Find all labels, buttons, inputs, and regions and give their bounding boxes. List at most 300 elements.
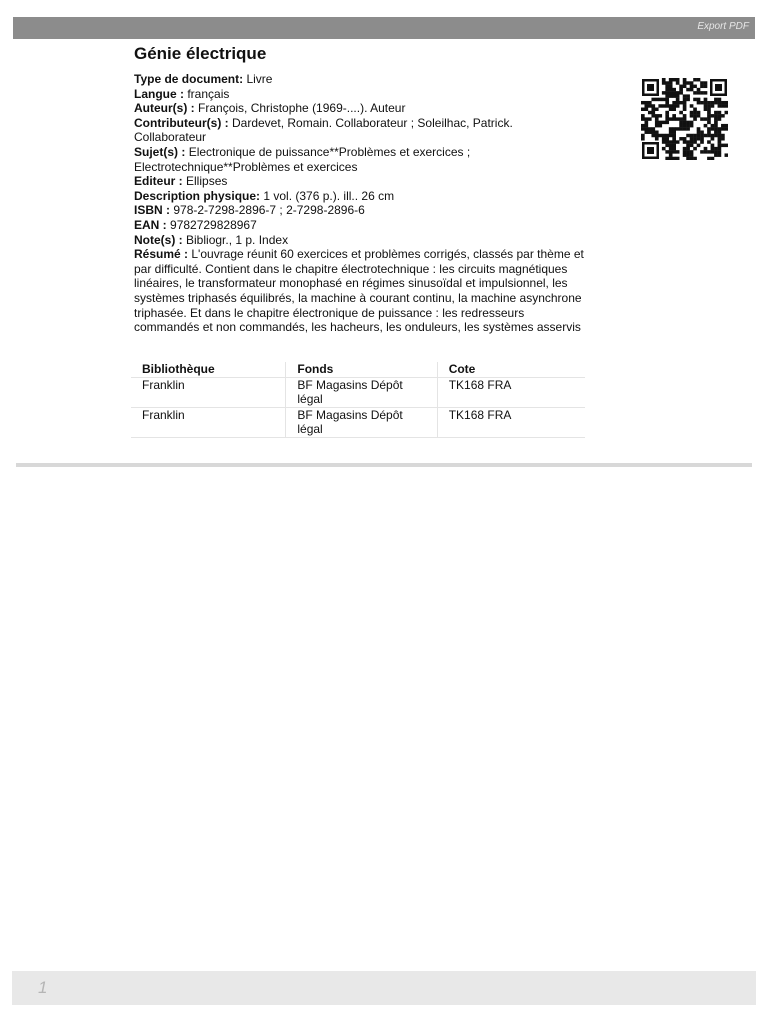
qr-module xyxy=(641,114,645,117)
qr-module xyxy=(665,98,669,101)
qr-module xyxy=(665,144,669,147)
qr-module xyxy=(690,111,694,114)
header-bibliotheque: Bibliothèque xyxy=(142,362,215,376)
qr-module xyxy=(714,134,718,137)
qr-module xyxy=(665,150,669,153)
qr-module xyxy=(676,98,680,101)
qr-module xyxy=(683,124,687,127)
qr-module xyxy=(718,111,722,114)
qr-module xyxy=(665,104,669,107)
qr-module xyxy=(700,137,704,140)
page-number: 1 xyxy=(38,978,48,997)
qr-module xyxy=(655,130,659,133)
qr-module xyxy=(676,150,680,153)
field-langue: Langue : français xyxy=(134,86,230,101)
qr-module xyxy=(648,117,652,120)
qr-module xyxy=(658,134,662,137)
qr-module xyxy=(697,127,701,130)
qr-module xyxy=(672,130,676,133)
cell-fonds: BF Magasins Dépôt légal xyxy=(286,407,437,437)
qr-module xyxy=(676,94,680,97)
qr-module xyxy=(704,98,708,101)
qr-module xyxy=(707,157,711,160)
qr-module xyxy=(644,117,648,120)
qr-module xyxy=(721,144,725,147)
qr-module xyxy=(707,111,711,114)
qr-module xyxy=(718,153,722,156)
field-ean: EAN : 9782729828967 xyxy=(134,217,257,232)
qr-module xyxy=(693,98,697,101)
qr-module xyxy=(672,101,676,104)
qr-module xyxy=(690,157,694,160)
qr-module xyxy=(669,140,673,143)
qr-module xyxy=(658,104,662,107)
qr-module xyxy=(676,101,680,104)
qr-module xyxy=(648,127,652,130)
page-footer xyxy=(12,971,756,1005)
qr-module xyxy=(644,124,648,127)
qr-module xyxy=(718,137,722,140)
qr-module xyxy=(662,98,666,101)
qr-module xyxy=(725,111,728,114)
qr-module xyxy=(655,98,659,101)
qr-module xyxy=(714,153,718,156)
qr-module xyxy=(662,137,666,140)
qr-module xyxy=(669,153,673,156)
qr-module xyxy=(662,104,666,107)
qr-module xyxy=(665,91,669,94)
qr-module xyxy=(676,140,680,143)
qr-module xyxy=(718,130,722,133)
qr-module xyxy=(662,81,666,84)
qr-module xyxy=(690,121,694,124)
qr-module xyxy=(686,98,690,101)
qr-module xyxy=(693,140,697,143)
qr-module xyxy=(686,144,690,147)
qr-module xyxy=(669,147,673,150)
qr-module xyxy=(665,121,669,124)
qr-module xyxy=(655,114,659,117)
qr-module xyxy=(683,98,687,101)
qr-module xyxy=(690,81,694,84)
cell-bibliotheque: Franklin xyxy=(142,407,185,422)
qr-module xyxy=(721,101,725,104)
qr-module xyxy=(711,157,715,160)
qr-module xyxy=(718,134,722,137)
qr-module xyxy=(641,134,645,137)
qr-module xyxy=(676,91,680,94)
qr-module xyxy=(714,101,718,104)
qr-module xyxy=(690,104,694,107)
qr-module xyxy=(693,137,697,140)
qr-module xyxy=(665,101,669,104)
qr-module xyxy=(662,140,666,143)
qr-module xyxy=(683,114,687,117)
qr-module xyxy=(662,121,666,124)
qr-module xyxy=(693,91,697,94)
qr-module xyxy=(683,140,687,143)
qr-module xyxy=(665,134,669,137)
qr-module xyxy=(658,98,662,101)
qr-module xyxy=(711,150,715,153)
qr-module xyxy=(669,88,673,91)
qr-module xyxy=(665,88,669,91)
qr-module xyxy=(690,150,694,153)
cell-cote: TK168 FRA xyxy=(437,407,585,437)
qr-module xyxy=(683,94,687,97)
qr-module xyxy=(679,117,683,120)
qr-module xyxy=(658,114,662,117)
qr-module xyxy=(641,124,645,127)
qr-module xyxy=(693,147,697,150)
qr-module xyxy=(662,147,666,150)
qr-module xyxy=(651,108,655,111)
export-pdf-label: Export PDF xyxy=(697,21,749,32)
qr-module xyxy=(690,124,694,127)
qr-module xyxy=(672,137,676,140)
qr-module xyxy=(700,130,704,133)
qr-module xyxy=(651,134,655,137)
qr-module xyxy=(683,127,687,130)
qr-module xyxy=(686,88,690,91)
qr-module xyxy=(697,130,701,133)
qr-module xyxy=(665,81,669,84)
qr-module xyxy=(690,140,694,143)
qr-module xyxy=(655,121,659,124)
qr-module xyxy=(665,117,669,120)
qr-module xyxy=(665,140,669,143)
qr-module xyxy=(651,114,655,117)
qr-module xyxy=(655,124,659,127)
qr-module xyxy=(672,114,676,117)
qr-module xyxy=(693,111,697,114)
qr-module xyxy=(669,134,673,137)
qr-module xyxy=(669,108,673,111)
qr-module xyxy=(669,104,673,107)
qr-module xyxy=(669,130,673,133)
qr-module xyxy=(672,144,676,147)
qr-module xyxy=(651,104,655,107)
qr-module xyxy=(686,147,690,150)
qr-module xyxy=(721,104,725,107)
qr-module xyxy=(704,81,708,84)
qr-module xyxy=(700,91,704,94)
qr-module xyxy=(721,124,725,127)
qr-module xyxy=(686,81,690,84)
table-row xyxy=(131,407,585,437)
cell-fonds: BF Magasins Dépôt légal xyxy=(286,377,437,407)
record-fields xyxy=(134,72,584,335)
qr-module xyxy=(690,153,694,156)
qr-module xyxy=(662,78,666,81)
qr-module xyxy=(700,140,704,143)
qr-module xyxy=(725,127,728,130)
qr-module xyxy=(693,108,697,111)
qr-module xyxy=(683,81,687,84)
qr-module xyxy=(725,104,728,107)
qr-module xyxy=(672,88,676,91)
qr-module xyxy=(655,137,659,140)
qr-module xyxy=(707,130,711,133)
qr-module xyxy=(690,85,694,88)
holdings-table xyxy=(131,362,585,438)
field-description: Description physique: 1 vol. (376 p.). ill.. 26 cm xyxy=(134,188,395,203)
qr-module xyxy=(697,101,701,104)
qr-module xyxy=(644,127,648,130)
qr-module xyxy=(693,78,697,81)
qr-module xyxy=(676,157,680,160)
qr-module xyxy=(683,85,687,88)
qr-module xyxy=(714,111,718,114)
qr-module xyxy=(672,78,676,81)
qr-module xyxy=(679,101,683,104)
qr-module xyxy=(690,144,694,147)
qr-module xyxy=(714,117,718,120)
qr-module xyxy=(686,124,690,127)
qr-module xyxy=(679,85,683,88)
qr-module xyxy=(718,98,722,101)
qr-module xyxy=(655,134,659,137)
qr-module xyxy=(700,81,704,84)
qr-module xyxy=(707,140,711,143)
qr-module xyxy=(658,121,662,124)
qr-module xyxy=(700,85,704,88)
qr-module xyxy=(683,104,687,107)
qr-module xyxy=(718,127,722,130)
qr-module xyxy=(718,147,722,150)
qr-module xyxy=(704,91,708,94)
qr-module xyxy=(651,98,655,101)
qr-module xyxy=(683,137,687,140)
qr-module xyxy=(672,108,676,111)
qr-module xyxy=(672,157,676,160)
qr-module xyxy=(648,111,652,114)
qr-module xyxy=(679,111,683,114)
table-row xyxy=(131,377,585,407)
qr-module xyxy=(707,108,711,111)
qr-module xyxy=(672,150,676,153)
qr-module xyxy=(683,153,687,156)
header-fonds: Fonds xyxy=(286,362,437,377)
qr-module xyxy=(711,147,715,150)
field-contributeur: Contributeur(s) : Dardevet, Romain. Collaborateur ; Soleilhac, Patrick. Collaborateur xyxy=(134,115,513,145)
qr-module xyxy=(725,101,728,104)
qr-module xyxy=(686,94,690,97)
qr-module xyxy=(651,130,655,133)
qr-module xyxy=(669,91,673,94)
qr-module xyxy=(651,127,655,130)
qr-module xyxy=(683,101,687,104)
qr-module xyxy=(697,134,701,137)
qr-module xyxy=(704,85,708,88)
qr-module xyxy=(641,117,645,120)
qr-module xyxy=(718,144,722,147)
qr-module xyxy=(704,147,708,150)
qr-module xyxy=(707,150,711,153)
qr-module xyxy=(655,117,659,120)
cell-cote: TK168 FRA xyxy=(437,377,585,407)
qr-module xyxy=(718,114,722,117)
qr-module xyxy=(679,88,683,91)
qr-module xyxy=(711,134,715,137)
qr-module xyxy=(690,134,694,137)
qr-module xyxy=(700,101,704,104)
qr-module xyxy=(686,127,690,130)
qr-module xyxy=(669,144,673,147)
holdings-header-row xyxy=(131,362,585,377)
qr-module xyxy=(672,140,676,143)
qr-module xyxy=(648,104,652,107)
cell-bibliotheque: Franklin xyxy=(142,377,185,392)
qr-module xyxy=(718,140,722,143)
qr-module xyxy=(704,150,708,153)
qr-module xyxy=(641,101,645,104)
qr-module xyxy=(711,124,715,127)
qr-module xyxy=(718,101,722,104)
qr-module xyxy=(665,111,669,114)
qr-module xyxy=(672,104,676,107)
qr-module xyxy=(665,137,669,140)
qr-module xyxy=(686,157,690,160)
qr-module xyxy=(683,150,687,153)
qr-module xyxy=(714,121,718,124)
qr-module xyxy=(711,137,715,140)
qr-module xyxy=(683,108,687,111)
qr-module xyxy=(641,137,645,140)
qr-module xyxy=(714,98,718,101)
qr-module xyxy=(704,101,708,104)
field-editeur: Editeur : Ellipses xyxy=(134,174,228,189)
qr-module xyxy=(676,78,680,81)
qr-module xyxy=(686,121,690,124)
field-type: Type de document: Livre xyxy=(134,72,273,86)
qr-module xyxy=(669,78,673,81)
qr-module xyxy=(672,127,676,130)
qr-module xyxy=(721,127,725,130)
record-content xyxy=(134,44,584,335)
qr-module xyxy=(714,114,718,117)
field-sujet: Sujet(s) : Electronique de puissance**Problèmes et exercices ; Electrotechnique**Problèmes et exercices xyxy=(134,144,471,174)
qr-module xyxy=(718,104,722,107)
qr-module xyxy=(669,94,673,97)
qr-module xyxy=(690,114,694,117)
qr-module xyxy=(672,91,676,94)
qr-module xyxy=(700,117,704,120)
qr-module xyxy=(679,121,683,124)
qr-module xyxy=(683,78,687,81)
qr-module xyxy=(690,137,694,140)
qr-module xyxy=(697,78,701,81)
qr-module xyxy=(718,150,722,153)
record-title: Génie électrique xyxy=(134,44,267,63)
qr-module xyxy=(669,127,673,130)
qr-module xyxy=(707,121,711,124)
qr-module xyxy=(683,121,687,124)
qr-module xyxy=(697,114,701,117)
top-bar xyxy=(13,17,755,39)
qr-module xyxy=(644,104,648,107)
qr-module xyxy=(648,101,652,104)
qr-module xyxy=(665,114,669,117)
qr-module xyxy=(721,114,725,117)
qr-module xyxy=(683,117,687,120)
qr-module xyxy=(669,81,673,84)
qr-module xyxy=(697,111,701,114)
qr-module xyxy=(704,124,708,127)
qr-module xyxy=(693,85,697,88)
qr-module xyxy=(641,127,645,130)
qr-module xyxy=(718,117,722,120)
qr-module xyxy=(714,147,718,150)
qr-module xyxy=(669,117,673,120)
qr-module xyxy=(644,121,648,124)
header-cote: Cote xyxy=(437,362,585,377)
qr-module xyxy=(697,88,701,91)
qr-module xyxy=(714,127,718,130)
field-notes: Note(s) : Bibliogr., 1 p. Index xyxy=(134,232,289,247)
qr-module xyxy=(672,94,676,97)
qr-module xyxy=(686,153,690,156)
qr-module xyxy=(725,144,728,147)
qr-module xyxy=(655,108,659,111)
qr-module xyxy=(693,114,697,117)
qr-module xyxy=(693,157,697,160)
qr-module xyxy=(700,134,704,137)
qr-module xyxy=(686,150,690,153)
qr-module xyxy=(711,127,715,130)
field-resume: Résumé : L'ouvrage réunit 60 exercices et problèmes corrigés, classés par thème et par difficulté. Contient dans le chapitre électrotechnique : les circuits magnétiques linéaires, le transformateur monophasé en régimes sinusoïdal et impulsionnel, les systèmes triphasés équilibrés, la machine à courant continu, la machine asynchrone triphasée. Et dans le chapitre électronique de puissance : les redresseurs commandés et non commandés, les hacheurs, les onduleurs, les systèmes asservis xyxy=(134,247,584,335)
qr-module xyxy=(676,127,680,130)
qr-module xyxy=(711,104,715,107)
page-divider xyxy=(16,463,752,467)
qr-module xyxy=(693,117,697,120)
qr-code-icon xyxy=(641,78,728,160)
field-auteur: Auteur(s) : François, Christophe (1969-....). Auteur xyxy=(134,101,406,116)
qr-module xyxy=(697,144,701,147)
qr-module xyxy=(676,81,680,84)
qr-module xyxy=(651,111,655,114)
qr-module xyxy=(679,91,683,94)
qr-module xyxy=(662,134,666,137)
qr-module xyxy=(693,134,697,137)
qr-module xyxy=(665,157,669,160)
qr-module xyxy=(725,153,728,156)
qr-module xyxy=(669,150,673,153)
qr-module xyxy=(697,137,701,140)
qr-module xyxy=(721,134,725,137)
field-isbn: ISBN : 978-2-7298-2896-7 ; 2-7298-2896-6 xyxy=(134,203,365,218)
qr-module xyxy=(711,101,715,104)
qr-module xyxy=(714,130,718,133)
qr-module xyxy=(714,124,718,127)
qr-module xyxy=(665,94,669,97)
qr-module xyxy=(679,137,683,140)
qr-module xyxy=(714,150,718,153)
qr-module xyxy=(711,144,715,147)
qr-module xyxy=(658,124,662,127)
qr-module xyxy=(669,85,673,88)
qr-module xyxy=(711,114,715,117)
qr-module xyxy=(669,157,673,160)
qr-module xyxy=(672,117,676,120)
qr-module xyxy=(641,108,645,111)
qr-module xyxy=(704,108,708,111)
qr-module xyxy=(676,104,680,107)
qr-module xyxy=(704,104,708,107)
qr-module xyxy=(707,101,711,104)
qr-module xyxy=(644,130,648,133)
qr-module xyxy=(672,134,676,137)
